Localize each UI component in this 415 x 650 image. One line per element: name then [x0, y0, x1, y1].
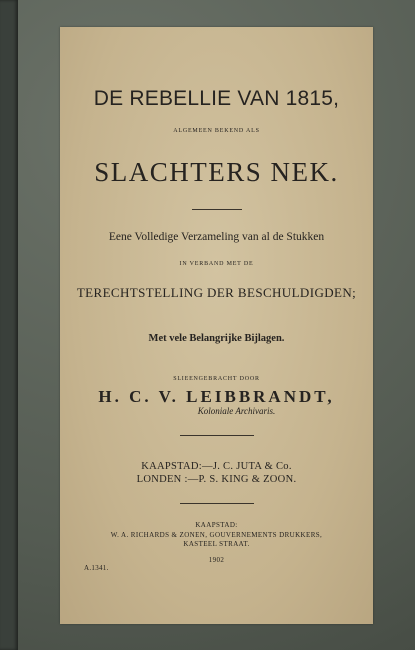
catalog-number: A.1341.	[84, 564, 109, 572]
printer-street: KASTEEL STRAAT.	[183, 540, 250, 548]
author-name: H. C. V. LEIBBRANDT,	[98, 387, 335, 406]
author-role: Koloniale Archivaris.	[197, 406, 276, 416]
printer-city: KAAPSTAD:	[195, 521, 238, 529]
main-title: SLACHTERS NEK.	[94, 157, 339, 187]
description: Eene Volledige Verzameling van al de Stukken	[108, 231, 325, 243]
divider-rule	[180, 435, 254, 436]
title-line: DE REBELLIE VAN 1815,	[93, 87, 340, 110]
compiled-by: SLIEENGEBRACHT DOOR	[173, 376, 260, 382]
subtitle-small: ALGEMEEN BEKEND ALS	[173, 128, 260, 134]
execution-line: TERECHTSTELLING DER BESCHULDIGDEN;	[76, 285, 357, 300]
appendix-line: Met vele Belangrijke Bijlagen.	[148, 333, 285, 344]
publisher-line: KAAPSTAD:—J. C. JUTA & Co.	[141, 461, 292, 472]
title-label	[60, 27, 373, 624]
publisher-line: LONDEN :—P. S. KING & ZOON.	[136, 474, 297, 485]
divider-rule	[192, 209, 242, 210]
connector-text: IN VERBAND MET DE	[179, 261, 254, 267]
book-spine	[0, 0, 18, 650]
printer-name: W. A. RICHARDS & ZONEN, GOUVERNEMENTS DRUKKERS,	[110, 531, 323, 539]
publication-year: 1902	[208, 556, 225, 564]
divider-rule	[180, 503, 254, 504]
